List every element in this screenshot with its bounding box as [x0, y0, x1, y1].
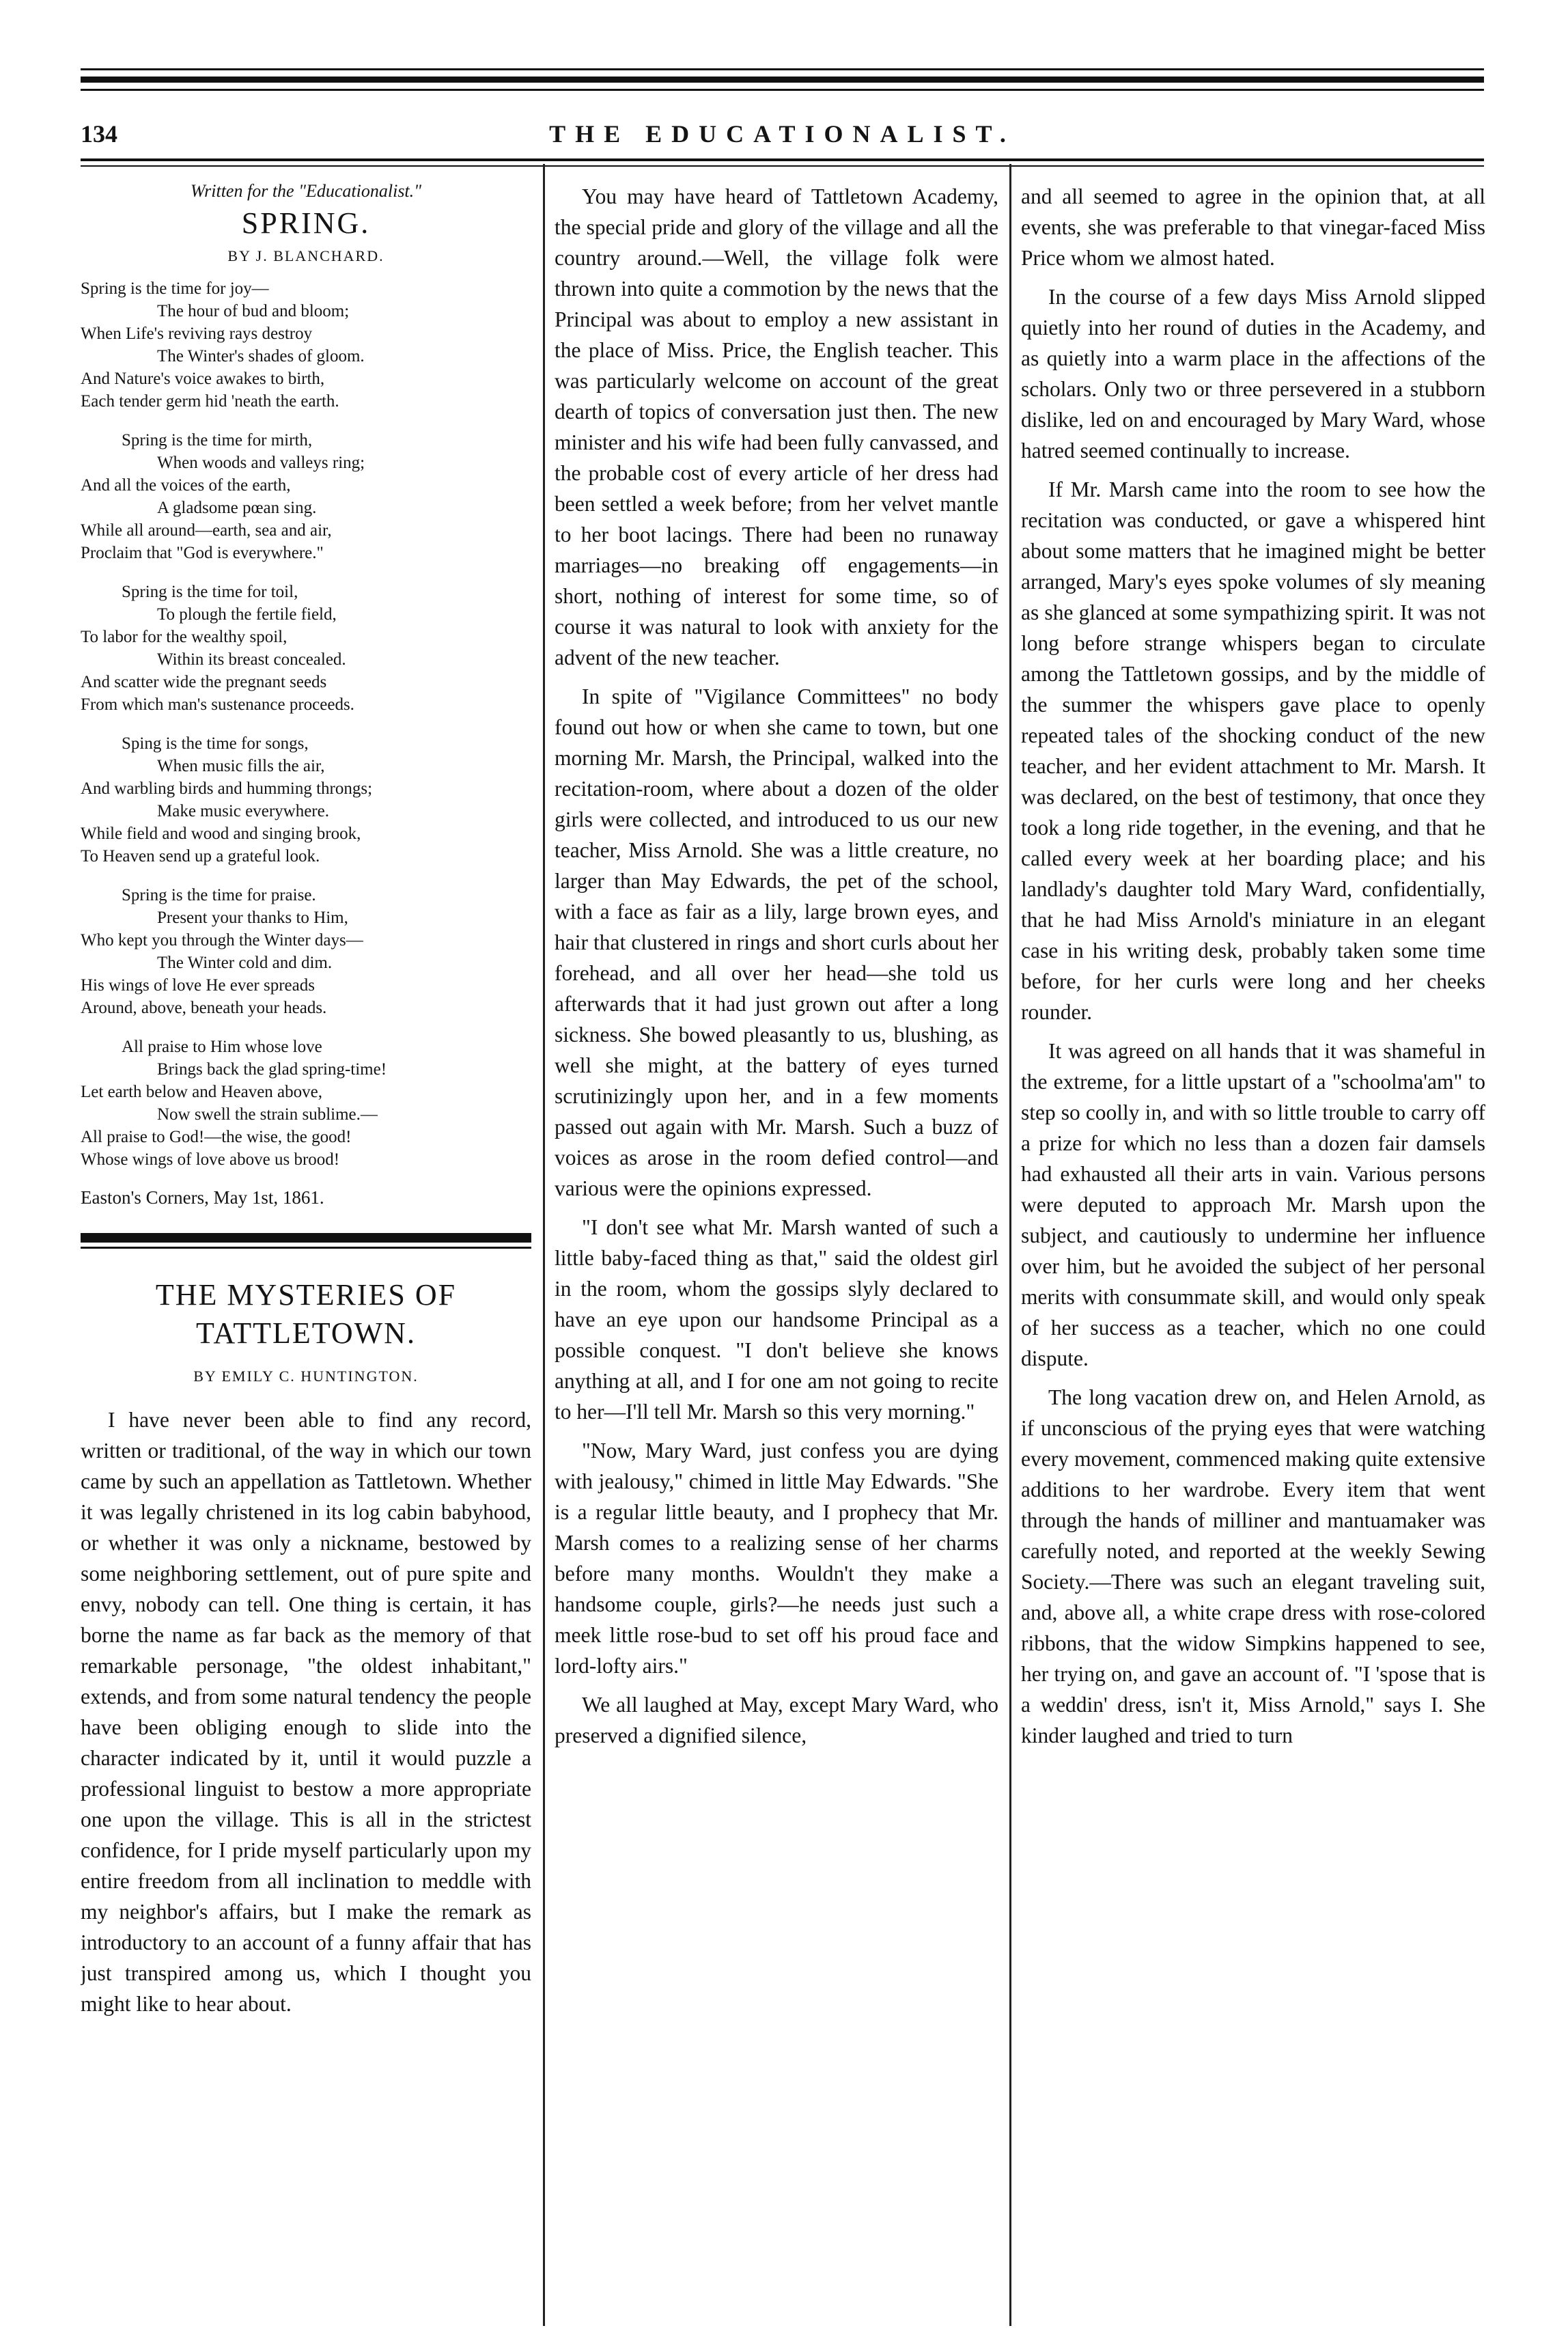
poem-line: Within its breast concealed. — [157, 650, 346, 669]
poem-line: Whose wings of love above us brood! — [81, 1150, 340, 1169]
poem-line: From which man's sustenance proceeds. — [81, 695, 354, 714]
story-paragraph: and all seemed to agree in the opinion that, at all events, she was preferable to that vinegar-faced Miss Price whom we almost hated. — [1021, 184, 1485, 270]
column-1 — [81, 181, 531, 2314]
poem-line: A gladsome pœan sing. — [157, 499, 317, 517]
poem-stanza — [81, 581, 531, 716]
poem-stanza — [81, 1036, 531, 1171]
poem-line: And all the voices of the earth, — [81, 476, 291, 495]
poem — [81, 181, 531, 1208]
poem-line: Present your thanks to Him, — [157, 909, 348, 927]
poem-line: Spring is the time for praise. — [122, 886, 316, 904]
poem-line: Spring is the time for joy— — [81, 279, 269, 298]
poem-line: Brings back the glad spring-time! — [157, 1060, 387, 1079]
poem-line: Who kept you through the Winter days— — [81, 931, 363, 950]
story-paragraph: It was agreed on all hands that it was shameful in the extreme, for a little upstart of a "schoolma'am" to step so coolly in, and with so little trouble to carry off a prize for which no less than a dozen fair damsels had exhausted all their arts in vain. Various persons were deputed to approach Mr. Marsh upon the subject, and cautiously to undermine her influence over him, but he avoided the subject of her personal merits with consummate skill, and would only speak of her success as a teacher, which no one could dispute. — [1021, 1039, 1485, 1370]
poem-line: All praise to Him whose love — [122, 1038, 322, 1056]
poem-dateline: Easton's Corners, May 1st, 1861. — [81, 1187, 324, 1208]
page-number: 134 — [81, 120, 117, 148]
poem-author: BY J. BLANCHARD. — [227, 247, 384, 264]
story-paragraph: We all laughed at May, except Mary Ward, who preserved a dignified silence, — [555, 1693, 998, 1747]
poem-title: SPRING. — [241, 206, 371, 240]
column-3 — [1021, 181, 1485, 2314]
poem-line: Now swell the strain sublime.— — [157, 1105, 378, 1124]
poem-line: While all around—earth, sea and air, — [81, 521, 332, 540]
poem-line: The hour of bud and bloom; — [157, 302, 350, 320]
story-paragraph: "Now, Mary Ward, just confess you are dying with jealousy," chimed in little May Edwards. "She is a regular little beauty, and I prophecy that Mr. Marsh comes to a realizing sense of her charms before many months. Wouldn't they make a handsome couple, girls?—he needs just such a meek little rose-bud to set off his proud face and lord-lofty airs." — [555, 1439, 998, 1678]
story-paragraph: The long vacation drew on, and Helen Arnold, as if unconscious of the prying eyes that were watching every movement, commenced making quite extensive additions to her wardrobe. Every item that went through the hands of milliner and mantuamaker was carefully noted, and reported at the weekly Sewing Society.—There was such an elegant traveling suit, and, above all, a white crape dress with rose-colored ribbons, that the widow Simpkins happened to see, her trying on, and gave an account of. "I 'spose that is a weddin' dress, isn't it, Miss Arnold," says I. She kinder laughed and tried to turn — [1021, 1385, 1485, 1747]
column-2 — [555, 181, 998, 2314]
page-header — [81, 120, 1484, 159]
poem-line: All praise to God!—the wise, the good! — [81, 1128, 352, 1146]
top-rule-thick — [81, 77, 1484, 83]
poem-line: Let earth below and Heaven above, — [81, 1083, 323, 1101]
poem-line: Spring is the time for mirth, — [122, 431, 313, 449]
story-author: BY EMILY C. HUNTINGTON. — [193, 1368, 419, 1385]
header-rule-lower — [81, 165, 1484, 167]
poem-stanza — [81, 884, 531, 1019]
poem-line: The Winter's shades of gloom. — [157, 347, 365, 365]
top-rule-lower — [81, 89, 1484, 91]
story-paragraph: In spite of "Vigilance Committees" no body found out how or when she came to town, but one morning Mr. Marsh, the Principal, walked into the recitation-room, where about a dozen of the older girls were collected, and introduced to us our new teacher, Miss Arnold. She was a little creature, no larger than May Edwards, the pet of the school, with a face as fair as a lily, large brown eyes, and hair that clustered in rings and short curls about her forehead, and all over her head—she told us afterwards that it had just grown out after a long sickness. She bowed pleasantly to us, blushing, as well she might, at the battery of eyes turned scrutinizingly upon her, and in a few moments passed out again with Mr. Marsh. Such a buzz of voices as arose in the room defied control—and various were the opinions expressed. — [555, 684, 998, 1200]
poem-line: And scatter wide the pregnant seeds — [81, 673, 327, 691]
poem-line: And warbling birds and humming throngs; — [81, 779, 373, 798]
header-rule-upper — [81, 158, 1484, 161]
story-title-line: TATTLETOWN. — [196, 1316, 416, 1350]
story-title-line: THE MYSTERIES OF — [155, 1278, 457, 1312]
column-divider-1 — [543, 164, 545, 2326]
poem-line: Each tender germ hid 'neath the earth. — [81, 392, 339, 411]
section-rule-thin — [81, 1247, 531, 1249]
top-rule-thin — [81, 68, 1484, 70]
story-paragraph: You may have heard of Tattletown Academy, the special pride and glory of the village and all the country around.—Well, the village folk were thrown into quite a commotion by the news that the Principal was about to employ a new assistant in the place of Miss. Price, the English teacher. This was particularly welcome on account of the great dearth of topics of conversation just then. The new minister and his wife had been fully canvassed, and the probable cost of every article of her dress had been settled a week before; from her velvet mantle to her boot lacings. There had been no runaway marriages—no breaking off engagements—in short, nothing of interest for some time, so of course it was natural to look with anxiety for the advent of the new teacher. — [555, 184, 998, 669]
poem-line: To labor for the wealthy spoil, — [81, 628, 288, 646]
poem-line: His wings of love He ever spreads — [81, 976, 315, 995]
poem-line: Spring is the time for toil, — [122, 583, 298, 601]
poem-line: When music fills the air, — [157, 757, 325, 775]
story-paragraph: "I don't see what Mr. Marsh wanted of such a little baby-faced thing as that," said the oldest girl in the room, whom the gossips slyly declared to have an eye upon our handsome Principal as a possible conquest. "I don't believe she knows anything at all, and I for one am not going to recite to her—I'll tell Mr. Marsh so this very morning." — [555, 1215, 998, 1424]
poem-stanza — [81, 732, 531, 868]
masthead: THE EDUCATIONALIST. — [549, 120, 1016, 148]
poem-line: While field and wood and singing brook, — [81, 825, 361, 843]
poem-note: Written for the "Educationalist." — [190, 181, 422, 201]
poem-stanza — [81, 429, 531, 564]
story-paragraph: I have never been able to find any record, written or traditional, of the way in which our town came by such an appellation as Tattletown. Whether it was legally christened in its log cabin babyhood, or whether it was only a nickname, bestowed by some neighboring settlement, out of pure spite and envy, nobody can tell. One thing is certain, it has borne the name as far back as the memory of that remarkable personage, "the oldest inhabitant," extends, and from some natural tendency the people have been obliging enough to slide into the character indicated by it, until it would puzzle a professional linguist to bestow a more appropriate one upon the village. This is all in the strictest confidence, for I pride myself particularly upon my entire freedom from all inclination to meddle with my neighbor's affairs, but I make the remark as introductory to an account of a funny affair that has just transpired among us, which I thought you might like to hear about. — [81, 1408, 531, 2016]
poem-line: The Winter cold and dim. — [157, 954, 333, 972]
column-divider-2 — [1009, 164, 1011, 2326]
poem-line: When Life's reviving rays destroy — [81, 324, 313, 343]
story-paragraph: If Mr. Marsh came into the room to see how the recitation was conducted, or gave a whispered hint about some matters that he imagined might be better arranged, Mary's eyes spoke volumes of sly meaning as she glanced at some sympathizing spirit. It was not long before strange whispers began to circulate among the Tattletown gossips, and by the middle of the summer the whispers gave place to openly repeated tales of the shocking conduct of the new teacher, and her evident attachment to Mr. Marsh. It was declared, on the best of testimony, that once they took a long ride together, in the evening, and that he called every week at her boarding place; and his landlady's daughter told Mary Ward, confidentially, that he had Miss Arnold's miniature in an elegant case in his writing desk, probably taken some time before, for her curls were long and her cheeks rounder. — [1021, 477, 1485, 1024]
poem-line: And Nature's voice awakes to birth, — [81, 370, 325, 388]
poem-line: To plough the fertile field, — [157, 605, 337, 624]
poem-line: To Heaven send up a grateful look. — [81, 847, 320, 865]
section-rule-thick — [81, 1233, 531, 1243]
story-title — [81, 1276, 531, 1353]
poem-line: Sping is the time for songs, — [122, 734, 309, 753]
poem-line: Make music everywhere. — [157, 802, 329, 820]
poem-line: Proclaim that "God is everywhere." — [81, 544, 324, 562]
poem-line: Around, above, beneath your heads. — [81, 999, 327, 1017]
poem-line: When woods and valleys ring; — [157, 454, 365, 472]
story-paragraph: In the course of a few days Miss Arnold slipped quietly into her round of duties in the Academy, and as quietly into a warm place in the affections of the scholars. Only two or three persevered in a stubborn dislike, led on and encouraged by Mary Ward, whose hatred seemed continually to increase. — [1021, 285, 1485, 462]
poem-stanza — [81, 277, 531, 413]
